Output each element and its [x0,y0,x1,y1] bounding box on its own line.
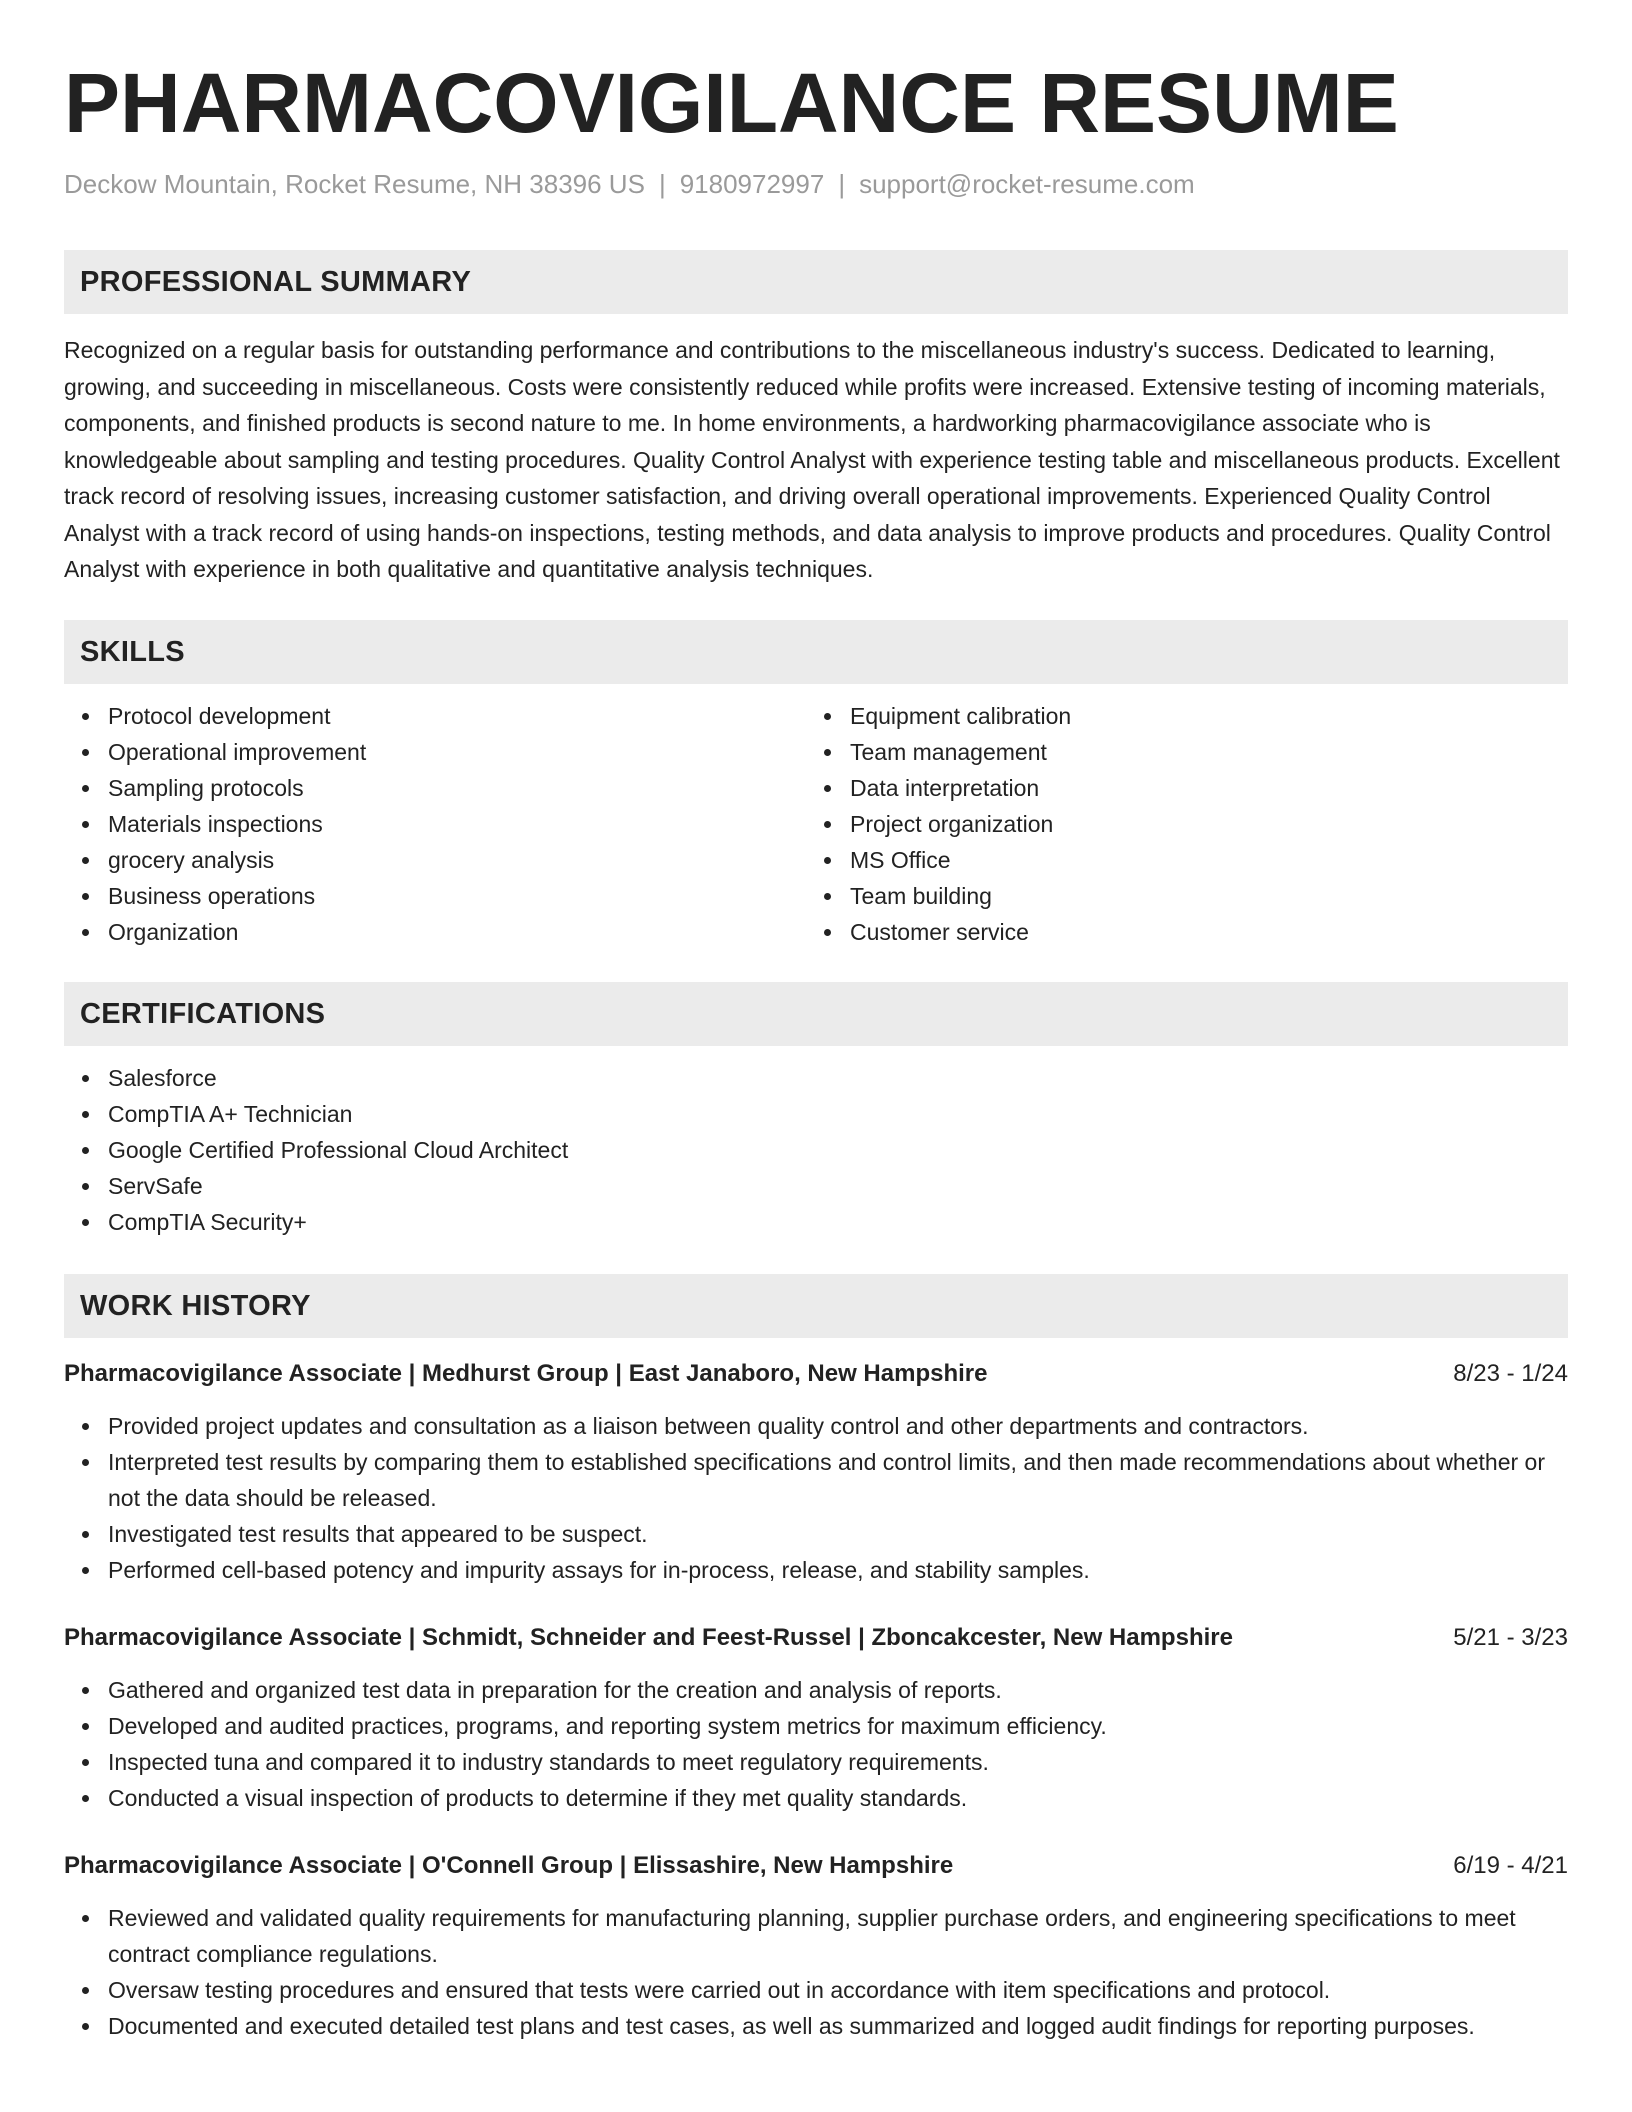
contact-phone: 9180972997 [679,169,825,199]
job-bullet: Developed and audited practices, programs, and reporting system metrics for maximum efficiency. [108,1708,1568,1744]
job-entry [64,1622,1568,1816]
skill-item: Operational improvement [108,734,806,770]
job-header [64,1850,1568,1882]
job-bullet: Interpreted test results by comparing them to established specifications and control limits, and then made recommendations about whether or not the data should be released. [108,1444,1568,1516]
certifications-heading: CERTIFICATIONS [64,982,1568,1046]
summary-heading: PROFESSIONAL SUMMARY [64,250,1568,314]
certification-item: ServSafe [108,1168,1568,1204]
contact-email: support@rocket-resume.com [859,169,1195,199]
skill-item: Team building [850,878,1548,914]
skill-item: Team management [850,734,1548,770]
job-dates: 8/23 - 1/24 [1453,1359,1568,1387]
job-dates: 6/19 - 4/21 [1453,1851,1568,1879]
certification-item: CompTIA Security+ [108,1204,1568,1240]
job-entry [64,1850,1568,2044]
job-bullet: Gathered and organized test data in preparation for the creation and analysis of reports. [108,1672,1568,1708]
skill-item: Equipment calibration [850,698,1548,734]
work-history-heading: WORK HISTORY [64,1274,1568,1338]
skill-item: Customer service [850,914,1548,950]
job-title: Pharmacovigilance Associate | O'Connell Group | Elissashire, New Hampshire [64,1851,954,1879]
certification-item: Salesforce [108,1060,1568,1096]
job-header [64,1622,1568,1654]
job-header [64,1358,1568,1390]
skill-item: grocery analysis [108,842,806,878]
job-bullet: Reviewed and validated quality requirements for manufacturing planning, supplier purchase orders, and engineering specifications to meet contract compliance regulations. [108,1900,1568,1972]
job-dates: 5/21 - 3/23 [1453,1623,1568,1651]
skill-item: Data interpretation [850,770,1548,806]
skills-grid [64,698,1568,950]
skills-heading: SKILLS [64,620,1568,684]
contact-separator: | [658,169,666,199]
resume-title: PHARMACOVIGILANCE RESUME [64,56,1399,150]
job-bullets [64,1408,1568,1588]
skill-item: Business operations [108,878,806,914]
contact-address: Deckow Mountain, Rocket Resume, NH 38396 US [64,169,645,199]
contact-separator: | [838,169,846,199]
skills-left-list [64,698,806,950]
skills-right-list [806,698,1548,950]
certifications-list [64,1060,1568,1240]
job-bullet: Oversaw testing procedures and ensured that tests were carried out in accordance with item specifications and protocol. [108,1972,1568,2008]
skill-item: Sampling protocols [108,770,806,806]
certification-item: Google Certified Professional Cloud Architect [108,1132,1568,1168]
skill-item: Protocol development [108,698,806,734]
skill-item: Project organization [850,806,1548,842]
job-bullet: Performed cell-based potency and impurity assays for in-process, release, and stability samples. [108,1552,1568,1588]
job-bullet: Documented and executed detailed test plans and test cases, as well as summarized and logged audit findings for reporting purposes. [108,2008,1568,2044]
certification-item: CompTIA A+ Technician [108,1096,1568,1132]
job-bullets [64,1900,1568,2044]
skill-item: Organization [108,914,806,950]
job-bullet: Investigated test results that appeared to be suspect. [108,1516,1568,1552]
job-bullets [64,1672,1568,1816]
job-entry [64,1358,1568,1588]
job-bullet: Provided project updates and consultation as a liaison between quality control and other departments and contractors. [108,1408,1568,1444]
skill-item: Materials inspections [108,806,806,842]
job-bullet: Inspected tuna and compared it to industry standards to meet regulatory requirements. [108,1744,1568,1780]
job-title: Pharmacovigilance Associate | Medhurst Group | East Janaboro, New Hampshire [64,1359,988,1387]
contact-line [64,168,1568,200]
summary-text: Recognized on a regular basis for outstanding performance and contributions to the miscellaneous industry's success. Dedicated to learning, growing, and succeeding in miscellaneous. Costs were consistently reduced while profits were increased. Extensive testing of incoming materials, components, and finished products is second nature to me. In home environments, a hardworking pharmacovigilance associate who is knowledgeable about sampling and testing procedures. Quality Control Analyst with experience testing table and miscellaneous products. Excellent track record of resolving issues, increasing customer satisfaction, and driving overall operational improvements. Experienced Quality Control Analyst with a track record of using hands-on inspections, testing methods, and data analysis to improve products and procedures. Quality Control Analyst with experience in both qualitative and quantitative analysis techniques. [64,337,1560,582]
job-bullet: Conducted a visual inspection of products to determine if they met quality standards. [108,1780,1568,1816]
skill-item: MS Office [850,842,1548,878]
job-title: Pharmacovigilance Associate | Schmidt, Schneider and Feest-Russel | Zboncakcester, New Hampshire [64,1623,1233,1651]
